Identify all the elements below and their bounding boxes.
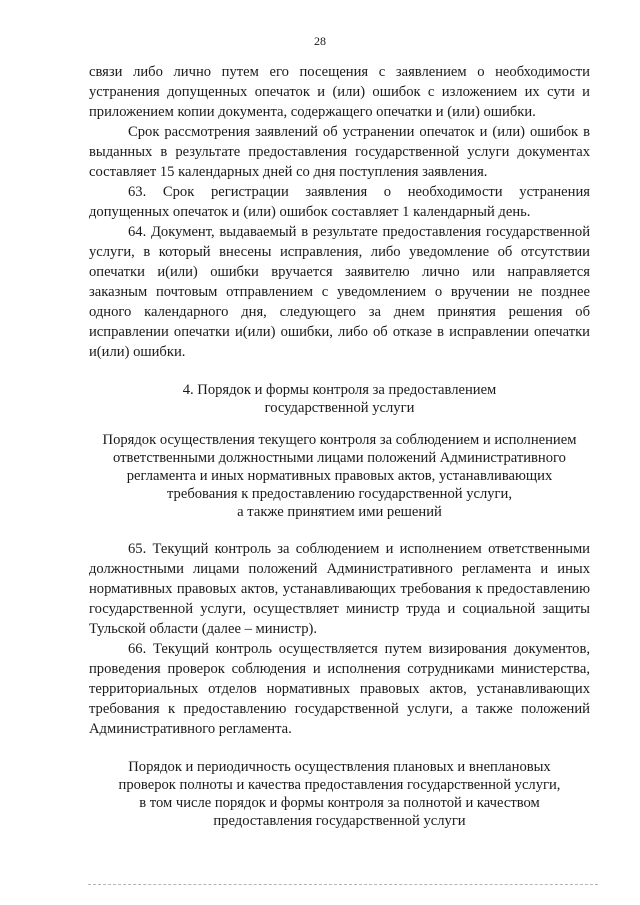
paragraph-63: 63. Срок регистрации заявления о необходимости устранения допущенных опечаток и (или) ошибок составляет 1 календарный день. <box>89 184 590 220</box>
paragraph-review-period: Срок рассмотрения заявлений об устранении опечаток и (или) ошибок в выданных в результате предоставления государственной услуги документах составляет 15 календарных дней со дня поступления заявления. <box>89 124 590 180</box>
subsection-heading-inspections <box>89 758 590 830</box>
paragraph-66: 66. Текущий контроль осуществляется путем визирования документов, проведения проверок соблюдения и исполнения сотрудниками министерства, территориальных отделов нормативных правовых актов, устанавливающих требования к предоставлению государственной услуги, а также положений Административного регламента. <box>89 641 590 737</box>
paragraph-continuation: связи либо лично путем его посещения с заявлением о необходимости устранения допущенных опечаток и (или) ошибок с изложением их сути и приложением копии документа, содержащего опечатки и (или) ошибки. <box>89 64 590 120</box>
subsection-heading-line: в том числе порядок и формы контроля за полнотой и качеством <box>139 795 540 811</box>
document-body <box>89 62 590 830</box>
page-number: 28 <box>314 34 326 48</box>
section-heading-line: 4. Порядок и формы контроля за предоставлением <box>182 382 497 398</box>
section-heading <box>89 381 590 417</box>
subsection-heading-line: Порядок осуществления текущего контроля за соблюдением и исполнением <box>102 432 577 448</box>
subsection-heading-line: ответственными должностными лицами положений Административного <box>113 450 566 466</box>
paragraph-64: 64. Документ, выдаваемый в результате предоставления государственной услуги, в который внесены исправления, либо уведомление об отсутствии опечатки и(или) ошибки вручается заявителю лично или направляется заказным почтовым отправлением с уведомлением о вручении не позднее одного календарного дня, следующего за днем принятия решения об исправлении опечатки и(или) ошибки, либо об отказе в исправлении опечатки и(или) ошибки. <box>89 224 590 360</box>
paragraph-65: 65. Текущий контроль за соблюдением и исполнением ответственными должностными лицами положений Административного регламента и иных нормативных правовых актов, устанавливающих требования к предоставлению государственной услуги, осуществляет министр труда и социальной защиты Тульской области (далее – министр). <box>89 541 590 637</box>
scan-artifact-divider <box>88 884 598 885</box>
section-heading-line: государственной услуги <box>264 400 415 416</box>
subsection-heading-current-control <box>89 431 590 521</box>
subsection-heading-line: проверок полноты и качества предоставления государственной услуги, <box>118 777 561 793</box>
subsection-heading-line: требования к предоставлению государственной услуги, <box>166 486 513 502</box>
subsection-heading-line: предоставления государственной услуги <box>213 813 466 829</box>
subsection-heading-line: а также принятием ими решений <box>237 504 442 520</box>
subsection-heading-line: регламента и иных нормативных правовых актов, устанавливающих <box>126 468 553 484</box>
subsection-heading-line: Порядок и периодичность осуществления плановых и внеплановых <box>128 759 551 775</box>
